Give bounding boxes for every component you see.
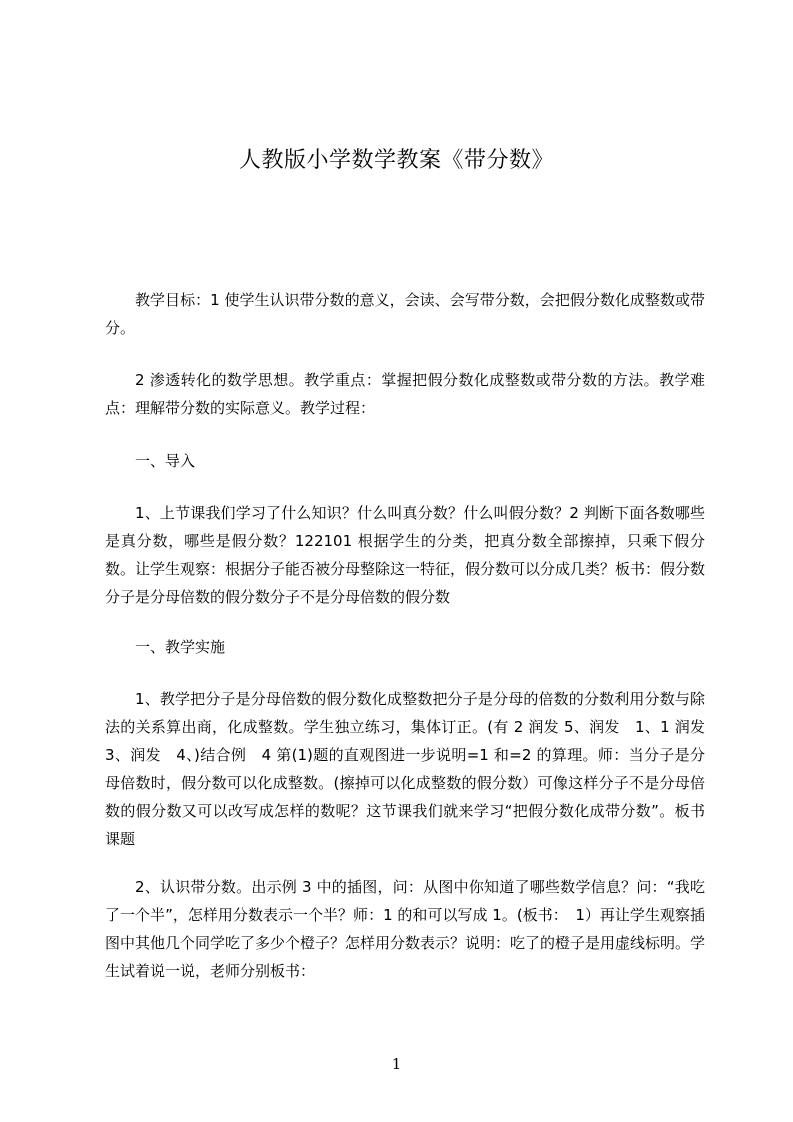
heading-text: 一、导入 <box>135 452 196 470</box>
paragraph-improper-to-integer <box>105 685 705 853</box>
paragraph-key-points <box>105 366 705 422</box>
paragraph-text: 1、教学把分子是分母倍数的假分数化成整数把分子是分母的倍数的分数利用分数与除法的关系算出商，化成整数。学生独立练习，集体订正。(有 2 润发 5、润发 1、1 润发 3、润发 4、)结合例 4 第(1)题的直观图进一步说明=1 和=2 的算理。师：当分子是分母倍数时，假分数可以化成整数。(擦掉可以化成整数的假分数）可像这样分子不是分母倍数的假分数又可以改写成怎样的数呢？这节课我们就来学习“把假分数化成带分数”。板书课题 <box>105 690 705 848</box>
paragraph-text: 教学目标：1 使学生认识带分数的意义，会读、会写带分数，会把假分数化成整数或带分。 <box>105 291 705 337</box>
paragraph-mixed-numbers <box>105 873 705 985</box>
page-number: 1 <box>391 1055 402 1073</box>
section-heading-intro <box>105 447 705 475</box>
paragraph-intro-review <box>105 499 705 611</box>
paragraph-text: 1、上节课我们学习了什么知识？什么叫真分数？什么叫假分数？2 判断下面各数哪些是真分数，哪些是假分数？122101 根据学生的分类，把真分数全部擦掉，只乘下假分数。让学生观察：根据分子能否被分母整除这一特征，假分数可以分成几类？板书：假分数分子是分母倍数的假分数分子不是分母倍数的假分数 <box>105 504 706 606</box>
section-heading-implementation <box>105 633 705 661</box>
paragraph-text: 2 渗透转化的数学思想。教学重点：掌握把假分数化成整数或带分数的方法。教学难点：理解带分数的实际意义。教学过程： <box>105 371 705 417</box>
paragraph-text: 2、认识带分数。出示例 3 中的插图，问：从图中你知道了哪些数学信息？问：“我吃了一个半”，怎样用分数表示一个半？师：1 的和可以写成 1。(板书： 1）再让学生观察插图中其他几个同学吃了多少个橙子？怎样用分数表示？说明：吃了的橙子是用虚线标明。学生试着说一说，老师分别板书： <box>105 878 706 980</box>
paragraph-objectives <box>105 286 705 342</box>
heading-text: 一、教学实施 <box>135 638 226 656</box>
document-title: 人教版小学数学教案《带分数》 <box>238 148 554 173</box>
